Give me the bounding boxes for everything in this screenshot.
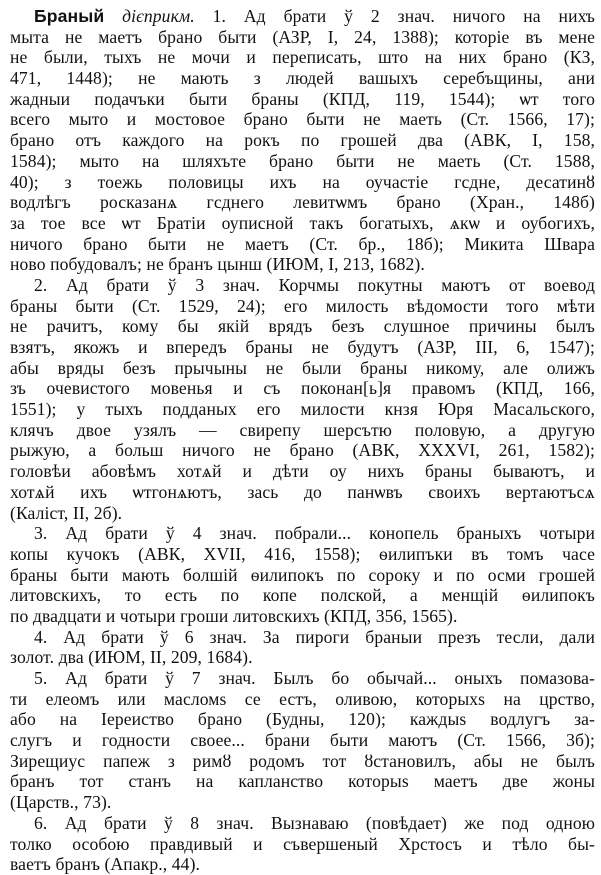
entry-line: золот. два (ИЮМ, ІІ, 209, 1684).: [10, 647, 253, 668]
entry-line: або на Іереиство брано (Будны, 120); каждыѕ водлугъ за-: [10, 709, 595, 730]
entry-line: 471, 1448); не мають з людей вашыхъ серебъщины, ани: [10, 68, 595, 89]
entry-line: браны быти (Ст. 1529, 24); его милость вѣдомости того мѣти: [10, 295, 595, 316]
entry-line: абы вряды безъ прычыны не были браны никому, але олижъ: [10, 357, 595, 378]
sense-start-line: 3. Ад брати ў 4 знач. побрали... конопель браныхъ чотыри: [34, 523, 595, 544]
entry-line: не были, тыхъ не мочи и переписать, што на них брано (КЗ,: [10, 47, 595, 68]
entry-line: браны быти мають болшій ѳилипокъ по сороку и по осми грошей: [10, 564, 595, 585]
entry-headword: Браный: [34, 6, 105, 26]
entry-line: (Царств., 73).: [10, 792, 112, 813]
entry-line: жадныи подачъки быти браны (КПД, 119, 1544); ѡт того: [10, 88, 595, 109]
entry-body: [10, 27, 595, 875]
sense-start-line: 5. Ад брати ў 7 знач. Былъ бо обычай... оныхъ помазова-: [34, 668, 595, 688]
sense-start-line: 6. Ад брати ў 8 знач. Вызнаваю (повѣдает) же под одною: [34, 812, 595, 833]
entry-line: ваетъ бранъ (Апакр., 44).: [10, 854, 201, 875]
sense-start-line: 4. Ад брати ў 6 знач. За пироги браныи презъ тесли, дали: [34, 626, 595, 647]
entry-line: зъ очевистого мовенья и съ поконан[ь]я правомъ (КПД, 166,: [10, 378, 595, 399]
entry-line: литовскихъ, то есть по копе полской, а менщій ѳилипокъ: [10, 585, 595, 606]
entry-line: (Калiст, ІІ, 2б).: [10, 502, 123, 523]
entry-line: рыжую, а больш ничого не брано (АВК, XXXVI, 261, 1582);: [10, 440, 595, 461]
entry-line: по двадцати и чотыри гроши литовскихъ (КПД, 356, 1565).: [10, 605, 458, 626]
entry-line: взятъ, якожъ и впередъ браны не будутъ (АЗР, ІІІ, 6, 1547);: [10, 337, 595, 357]
entry-line: 40); з тоежь половицы ихъ на оучастіе гсдне, десатинȣ: [10, 171, 595, 192]
entry-line: копы кучокъ (АВК, XVII, 416, 1558); ѳилипъки въ томъ часе: [10, 543, 595, 564]
entry-line: ти елеомъ или масломѕ се естъ, оливою, которыхѕ на црство,: [10, 688, 595, 709]
entry-line: бранъ тот станъ на капланство которыѕ маетъ две жоны: [10, 771, 595, 792]
entry-line: не рачитъ, кому бы якій врядъ безъ слушное причины былъ: [10, 316, 595, 337]
entry-line: клячъ двое узялъ — свирепу шерсътю половую, а другую: [10, 419, 595, 440]
entry-line: всего мыто и мостовое брано быти не маеть (Ст. 1566, 17);: [10, 109, 595, 130]
entry-line: Зирещиус папеж з римȣ родомъ тот ȣстановилъ, абы не былъ: [10, 750, 595, 771]
entry-line: брано отъ каждого на рокъ по грошей два (АВК, І, 158,: [10, 130, 595, 151]
entry-line: головѣи абовѣмъ хотѧй и дѣти оу нихъ браны бываютъ, и: [10, 461, 595, 482]
entry-line: 1551); у тыхъ подданых его милости кнзя Юря Масальского,: [10, 399, 595, 420]
entry-part-of-speech: дієприкм.: [122, 6, 195, 26]
entry-line: за тое все ѡт Братіи оуписной такъ богатыхъ, ѧкѡ и оубогихъ,: [10, 212, 595, 233]
entry-line: толко особою правдивый и съвершеный Хрстосъ и тѣло бы-: [10, 833, 595, 854]
entry-line: 1584); мыто на шляхъте брано быти не маеть (Ст. 1588,: [10, 150, 595, 171]
entry-line: мыта не маетъ брано быти (АЗР, І, 24, 1388); которіе въ мене: [10, 26, 595, 47]
entry-first-line: [10, 6, 595, 27]
sense-start-line: 2. Ад брати ў 3 знач. Корчмы покутны маютъ от воевод: [34, 274, 595, 295]
entry-line-text: 1. Ад брати ў 2 знач. ничого на нихъ: [212, 6, 595, 26]
entry-line: слугъ и годности своее... брани быти маютъ (Ст. 1566, 3б);: [10, 730, 595, 751]
entry-line: ново побудовалъ; не бранъ цынш (ИЮМ, І, 213, 1682).: [10, 254, 425, 275]
entry-line: водлѣгъ росказанѧ гсднего левитѡмъ брано (Хран., 148б): [10, 192, 595, 213]
entry-line: ничого брано быти не маетъ (Ст. бр., 18б); Микита Швара: [10, 233, 595, 254]
entry-line: хотѧй ихъ ѡтгонѧютъ, зась до панѡвъ своихъ вертаютъсѧ: [10, 481, 595, 502]
